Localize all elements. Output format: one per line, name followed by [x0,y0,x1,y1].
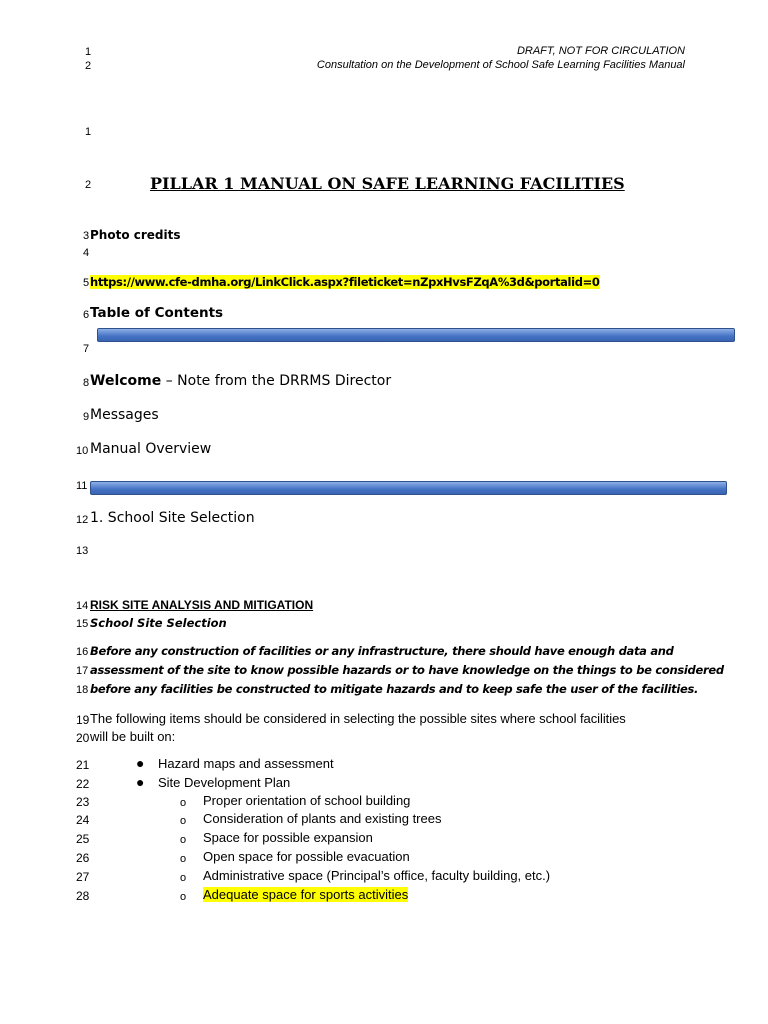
line-number: 2 [85,179,92,191]
photo-credit-link[interactable]: https://www.cfe-dmha.org/LinkClick.aspx?fileticket=nZpxHvsFZqA%3d&portalid=0 [90,275,600,289]
header-subtitle: Consultation on the Development of School Safe Learning Facilities Manual [316,59,685,71]
paragraph-line: The following items should be considered in selecting the possible sites where school facilities [90,711,626,726]
line-number: 11 [76,480,88,492]
line-number: 1 [85,46,92,58]
line-number: 23 [76,795,90,809]
line-number: 9 [83,411,90,423]
welcome-bold: Welcome [90,373,162,389]
toc-messages: Messages [90,407,159,423]
sub-bullet-icon: o [180,872,187,884]
sub-bullet-icon: o [180,834,187,846]
overview-rest: Overview [140,441,212,457]
bullet-icon: ● [136,774,145,790]
line-number: 2 [85,60,92,72]
photo-credits-label: Photo credits [90,228,181,242]
school-site-subheading: School Site Selection [90,616,227,630]
line-number: 7 [83,343,90,355]
line-number: 4 [83,247,90,259]
section-divider-bar [90,481,727,495]
line-number: 27 [76,870,90,884]
document-title: PILLAR 1 MANUAL ON SAFE LEARNING FACILITIES [150,174,625,193]
line-number: 14 [76,600,89,612]
line-number: 25 [76,832,90,846]
line-number: 19 [76,713,90,727]
line-number: 8 [83,377,90,389]
list-subitem: Consideration of plants and existing trees [203,811,442,826]
toc-heading: Table of Contents [90,305,224,321]
toc-school-site: 1. School Site Selection [90,510,255,526]
sub-bullet-icon: o [180,797,187,809]
line-number: 24 [76,813,90,827]
overview-bold: Manual [90,441,141,457]
risk-heading: RISK SITE ANALYSIS AND MITIGATION [90,598,314,612]
sub-bullet-icon: o [180,891,187,903]
paragraph-line: Before any construction of facilities or any infrastructure, there should have enough data and [90,644,674,658]
list-subitem: Proper orientation of school building [203,793,411,808]
bullet-icon: ● [136,755,145,771]
line-number: 26 [76,851,90,865]
list-subitem: Open space for possible evacuation [203,849,410,864]
line-number: 12 [76,514,89,526]
toc-welcome [90,373,391,389]
sub-bullet-icon: o [180,853,187,865]
list-subitem: Space for possible expansion [203,830,373,845]
paragraph-line: assessment of the site to know possible hazards or to have knowledge on the things to be considered [90,663,724,677]
toc-divider-bar [97,328,735,342]
list-item: Hazard maps and assessment [158,756,334,771]
line-number: 21 [76,758,90,772]
list-subitem-highlighted: Adequate space for sports activities [203,887,409,902]
line-number: 16 [76,646,89,658]
line-number: 5 [83,277,90,289]
list-subitem: Administrative space (Principal’s office, faculty building, etc.) [203,868,551,883]
line-number: 1 [85,126,92,138]
line-number: 10 [76,445,89,457]
line-number: 20 [76,731,90,745]
toc-manual-overview [90,441,211,457]
line-number: 13 [76,545,89,557]
paragraph-line: before any facilities be constructed to mitigate hazards and to keep safe the user of the facilities. [90,682,699,696]
line-number: 28 [76,889,90,903]
line-number: 6 [83,309,90,321]
line-number: 17 [76,665,89,677]
list-item: Site Development Plan [158,775,291,790]
line-number: 18 [76,684,89,696]
line-number: 22 [76,777,90,791]
draft-label: DRAFT, NOT FOR CIRCULATION [516,45,685,57]
line-number: 15 [76,618,89,630]
paragraph-line: will be built on: [90,729,176,744]
sub-bullet-icon: o [180,815,187,827]
line-number: 3 [83,230,90,242]
welcome-rest: – Note from the DRRMS Director [161,373,392,389]
